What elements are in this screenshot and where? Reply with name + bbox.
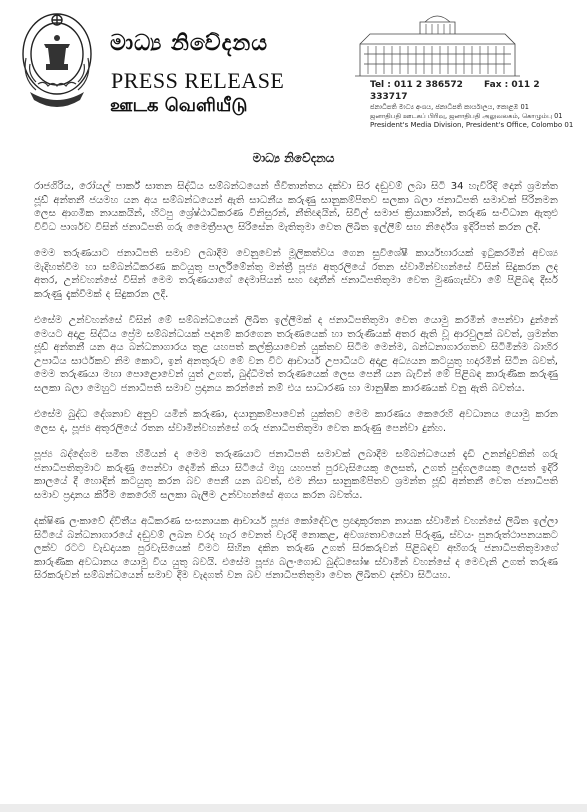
title-english: PRESS RELEASE: [111, 68, 285, 93]
office-address-sinhala: ජනාධිපති මාධ්‍ය අංශය, ජනාධිපති කාර්යාලය, කොළඹ 01: [370, 103, 529, 112]
paragraph-4: එසේම බුද්ධ දේශනාව අනුව යමින් කරුණා, දයානුකම්පාවෙන් යුක්තව මෙම කාරණය කෙරෙහි අවධානය යොමු කරන ලෙස ද, පූජ්‍ය අතුරලියේ රතන ස්වාමින්වහන්සේ ගරු ජනාධිපතිතුමා වෙත කරුණු පෙන්වා දුන්හ.: [34, 409, 558, 434]
letterhead: [0, 0, 587, 135]
page-bottom-edge: [0, 804, 587, 812]
document-body: [34, 180, 558, 596]
title-tamil: ஊடக வெளியீடு: [110, 95, 248, 116]
paragraph-6: දක්ෂිණ ලංකාවේ ද්විතීය අධිකරණ සංඝනායක ආචාර්ය පූජ්‍ය කෝදේවල ප්‍රඥාකූරතන නායක ස්වාමින් වහන්සේ ලිඛිත ඉල්ලා සිටියේ බන්ධනාගාරයේ දඬුවම් ලබන වරද හැර වෙනත් වැරදි නොකළ, අවශ්‍යතාවයෙන් පිරුණු, ස්වයං පුනරුත්ථාපනයකට ලක්ව රටට වැඩදායක පුරවැසියෙක් වීමට සිහින දකින තරුණ උගත් සිරකරුවන් පිළිබඳව අභිගරු ජනාධිපතිතුමාගේ කාරුණික අවධානය යොමු විය යුතු බවයි. එසේම පූජ්‍ය බලංගොඩ බුද්ධඝෝෂ ස්වාමීන් වහන්සේ ද මෙවැනි උගත් තරුණ සිරකරුවන් සම්බන්ධයෙන් සමාව දීම වැදගත් වන බව ජනාධිපතිතුමා වෙත ලිඛිතව දන්වා සිටියහ.: [34, 516, 558, 581]
phone-fax-line: [370, 79, 585, 103]
title-sinhala: මාධ්‍ය නිවේදනය: [110, 30, 269, 56]
paragraph-3: එසේම උන්වහන්සේ විසින් මේ සම්බන්ධයෙන් ලිඛිත ඉල්ලීමක් ද ජනාධිපතිතුමා වෙත යොමු කරමින් පෙන්වා දුන්නේ මෙයට අදාළ සිද්ධිය ප්‍රේම සම්බන්ධයක් පදනම් කරගෙන තරුණයෙක් හා තරුණියක් අතර ඇති වූ ආරවුලක් බවත්, ශ්‍රමන්ත ජූඩ් අන්තනී යන අය බන්ධනාගාරය තුළ යහපත් කල්ක්‍රියාවෙන් යුක්තව සිටීම මෙන්ම, බන්ධනාගාරගතව සිටිමින්ම බාහිර උපාධිය සාර්ථකව නිම කොට, ඉන් අනතුරුව මේ වන විට ආචාර්ය උපාධියට අදාළ අධ්‍යයන කටයුතු හදාරමින් සිටින බවත්, මෙම තරුණයා මහා පොළොවෙන් යුත් උගත්, බුද්ධිමත් තරුණයෙක් ලෙස පෙනී යන බැවින් මේ පිළිබඳ කාරුණික කරුණු සලකා බලා මෙහුට ජනාධිපති සමාව ප්‍රදානය කරන්නේ නම් එය සාධාරණ හා මානුෂීක කාරණයක් වනු ඇති බවත්ය.: [34, 315, 558, 394]
fax-number: Fax : 011 2 333717: [370, 80, 540, 103]
office-address-tamil: ஜனாதிபதி ஊடகப் பிரிவு, ஜனாதிபதி அலுவலகம், கொழும்பு 01: [370, 112, 563, 121]
contact-block: [370, 79, 585, 131]
presidential-building-icon: [350, 10, 525, 80]
national-emblem-icon: [18, 8, 96, 112]
paragraph-1: රාජගිරිය, රෝයල් පාර්ක් සාතන සිද්ධිය සම්බන්ධයෙන් ජීවිතාන්තය දක්වා සිර දඬුවම් ලබා සිටි 34 හැවිරිදි දොන් ශ්‍රමන්ත ජූඩ් අන්තනී ජයමහ යන අය සම්බන්ධයෙන් ඇති සාධනීය කරුණු සානුකම්පිතව සලකා බලා ජනාධිපති සමාවක් පිරිනමන ලෙස ආගමික නායකයින්, හිටපු ශ්‍රේෂ්ඨාධිකරණ විනිසුරන්, නීතිඥයින්, සිවිල් සමාජ ක්‍රියාකාරින්, තරුණ සංවිධාන ඇතුළු විවිධ පාර්ශව විසින් ජනාධිපති ගරු මෛත්‍රීපාල සිරිසේන මැතිතුමා වෙත ලිඛිත ඉල්ලීම් සහ නිර්දේශ ඉදිරිපත් කරන ලදී.: [34, 181, 558, 233]
paragraph-5: පූජ්‍ය බද්දේගම සමිත හිමියන් ද මෙම තරුණයාට ජනාධිපති සමාවක් ලබාදීම සම්බන්ධයෙන් දැඩි උනන්දුවකින් ගරු ජනාධිපතිතුමාට කරුණු පෙන්වා දෙමින් කියා සිටියේ මහු යහපත් පුරවැසියෙකු ලෙසත්, උගත් පුද්ගලයෙකු ලෙසත් ඉදිරි කාලයේ දී හොඳින් කටයුතු කරන බව පෙනී යන බවත්, එම නිසා සානුකම්පිතව ශ්‍රමන්ත ජූඩ් අන්තනී වෙත ජනාධිපති සමාව ප්‍රදානය කිරීම කෙරෙහි සලකා බැලීම උන්වහන්සේ අගය කරන බවත්ය.: [34, 449, 558, 501]
paragraph-2: මෙම තරුණයාට ජනාධිපති සමාව ලබාදීම වෙනුවෙන් මූලිකත්වය ගෙන සුවිශේෂී කාර්යභාරයක් ඉටුකරමින් අවශ්‍ය මැදිහත්වීම හා සම්බන්ධීකරණ කටයුතු පාර්ලිමේන්තු මන්ත්‍රී පූජ්‍ය අතුරලියේ රතන ස්වාමින්වහන්සේ විසින් සිදුකරන ලද අතර, උන්වහන්සේ විසින් මෙම තරුණයාගේ දෙමාපියන් සහ ඥාතීන් ජනාධිපතිතුමා වෙත මුණගැස්වා මේ පිළිබඳ දීර්ඝ කරුණු දැක්වීමක් ද සිදුකරන ලදී.: [34, 248, 558, 300]
office-address-english: President's Media Division, President's Office, Colombo 01: [370, 121, 574, 130]
telephone-number: Tel : 011 2 386572: [370, 80, 463, 90]
document-title: මාධ්‍ය නිවේදනය: [252, 151, 335, 165]
